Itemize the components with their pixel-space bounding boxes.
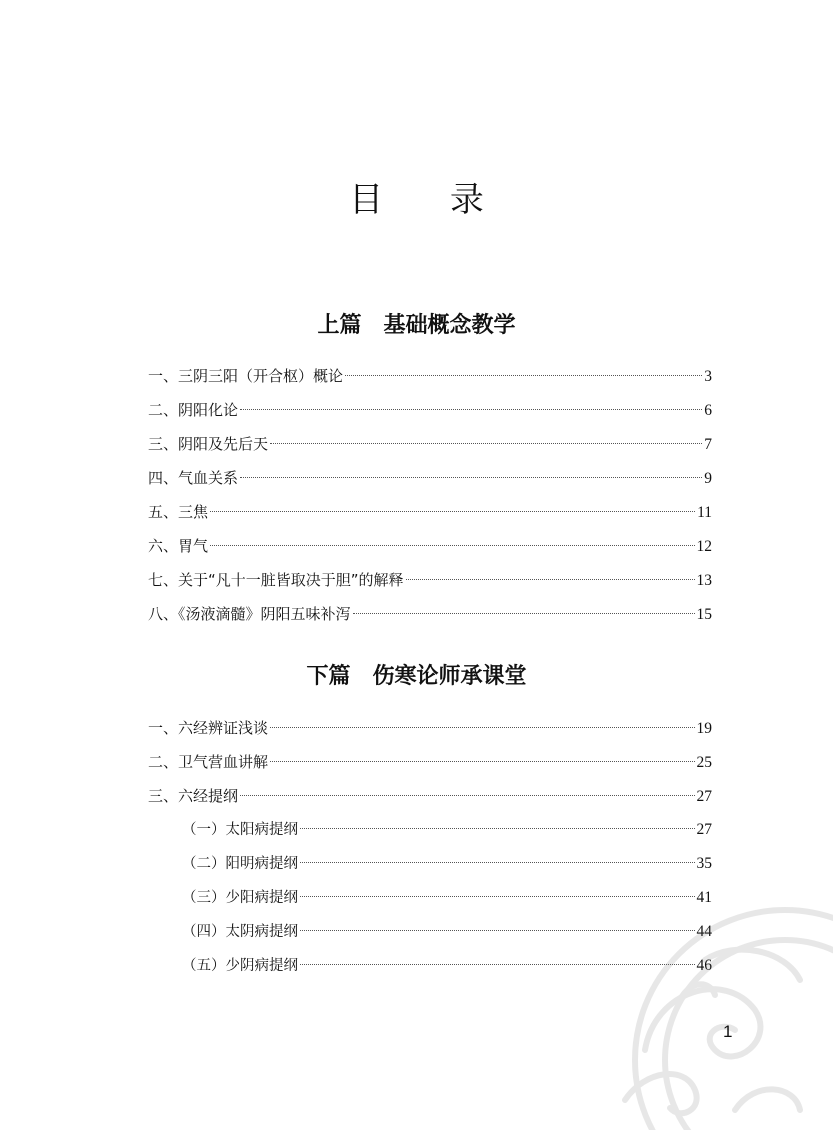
toc-entry-page: 3	[704, 368, 712, 385]
dot-leader	[270, 443, 702, 444]
cloud-pattern-icon	[585, 880, 833, 1130]
toc-entry-label: 四、气血关系	[148, 469, 239, 487]
toc-entry[interactable]	[148, 432, 712, 466]
dot-leader	[270, 727, 694, 728]
toc-entry-page: 27	[696, 788, 712, 805]
toc-entry[interactable]	[148, 534, 712, 568]
part1-toc	[148, 364, 712, 636]
dot-leader	[406, 579, 695, 580]
toc-subentry-page: 35	[696, 855, 712, 872]
dot-leader	[240, 477, 702, 478]
dot-leader	[240, 795, 694, 796]
toc-entry[interactable]	[148, 500, 712, 534]
toc-subentry-page: 41	[696, 889, 712, 906]
toc-subentry-page: 27	[696, 821, 712, 838]
toc-entry-page: 7	[704, 436, 712, 453]
toc-subentry-page: 44	[696, 923, 712, 940]
toc-subentry-label: （三）少阳病提纲	[182, 890, 298, 906]
toc-subentry-label: （一）太阳病提纲	[182, 822, 298, 838]
toc-subentry-page: 46	[696, 957, 712, 974]
dot-leader	[240, 409, 702, 410]
dot-leader	[210, 511, 695, 512]
toc-entry-label: 六、胃气	[148, 537, 209, 555]
toc-entry-page: 9	[704, 470, 712, 487]
toc-entry-label: 二、阴阳化论	[148, 401, 239, 419]
toc-entry-label: 三、六经提纲	[148, 787, 239, 805]
toc-entry-label: 五、三焦	[148, 503, 209, 521]
toc-entry-label: 二、卫气营血讲解	[148, 753, 269, 771]
dot-leader	[300, 828, 695, 829]
dot-leader	[353, 613, 695, 614]
toc-entry-label: 一、三阴三阳（开合枢）概论	[148, 367, 344, 385]
dot-leader	[210, 545, 694, 546]
dot-leader	[345, 375, 702, 376]
toc-entry-label: 一、六经辨证浅谈	[148, 719, 269, 737]
toc-entry-page: 19	[696, 720, 712, 737]
toc-entry[interactable]	[148, 716, 712, 750]
toc-entry-page: 15	[696, 606, 712, 623]
toc-entry[interactable]	[148, 602, 712, 636]
toc-entry-page: 25	[696, 754, 712, 771]
page-title: 目 录	[349, 180, 512, 220]
part2-heading: 下篇 伤寒论师承课堂	[306, 664, 527, 689]
dot-leader	[270, 761, 694, 762]
toc-subentry-label: （五）少阴病提纲	[182, 958, 298, 974]
toc-entry-label: 三、阴阳及先后天	[148, 435, 269, 453]
toc-subentry[interactable]	[148, 818, 712, 852]
toc-subentry-label: （二）阳明病提纲	[182, 856, 298, 872]
toc-entry-label: 七、关于“凡十一脏皆取决于胆”的解释	[148, 571, 404, 589]
toc-entry[interactable]	[148, 398, 712, 432]
toc-entry-page: 6	[704, 402, 712, 419]
toc-entry-page: 11	[697, 504, 712, 521]
dot-leader	[300, 862, 695, 863]
toc-entry-label: 八、《汤液滴髓》阴阳五味补泻	[148, 605, 351, 623]
toc-entry-page: 13	[696, 572, 712, 589]
toc-entry[interactable]	[148, 466, 712, 500]
toc-entry-page: 12	[696, 538, 712, 555]
part1-heading: 上篇 基础概念教学	[317, 313, 516, 338]
toc-subentry-label: （四）太阴病提纲	[182, 924, 298, 940]
toc-entry[interactable]	[148, 750, 712, 784]
toc-entry[interactable]	[148, 568, 712, 602]
toc-entry[interactable]	[148, 364, 712, 398]
toc-entry[interactable]	[148, 784, 712, 818]
page-number: 1	[723, 1022, 733, 1041]
